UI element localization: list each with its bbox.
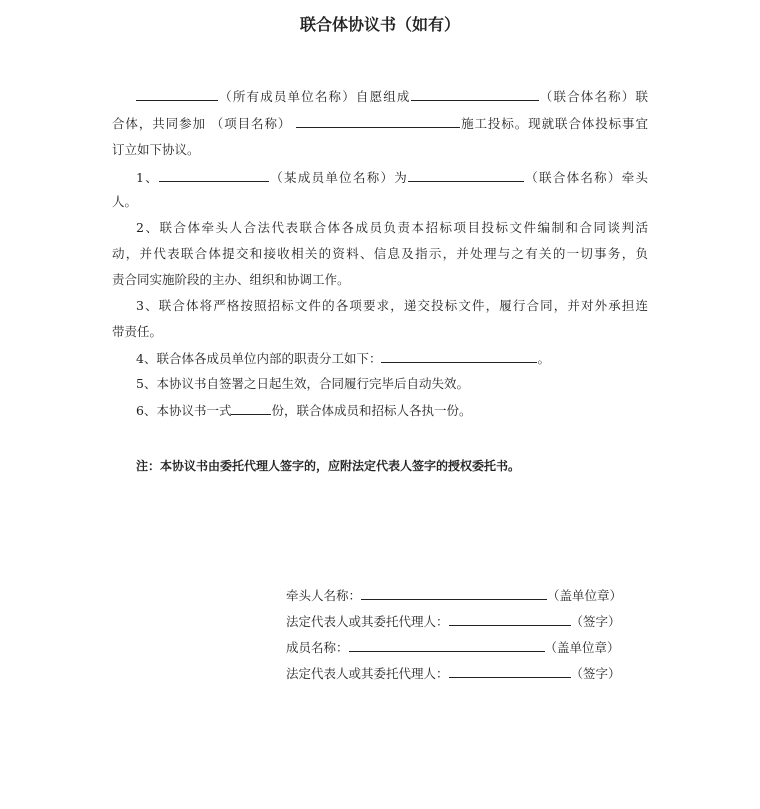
blank-field [361,587,547,600]
paragraph-line: 订立如下协议。 [112,142,200,157]
blank-field [136,88,218,101]
blank-field [296,115,460,128]
text: 份，联合体成员和招标人各执一份。 [271,403,472,418]
blank-field [411,88,539,101]
blank-field [159,169,269,182]
item-1 [136,169,648,186]
text: 施工投标。现就联合体投标事宜 [460,116,648,131]
suffix: （签字） [570,666,621,681]
label: 法定代表人或其委托代理人： [286,666,449,681]
paragraph-line: 动，并代表联合体提交和接收相关的资料、信息及指示，并处理与之有关的一切事务，负 [112,246,648,261]
blank-field [449,613,571,626]
blank-field [349,639,545,652]
signature-line [286,587,622,604]
text: 6、本协议书一式 [136,403,232,418]
text: 1、 [136,170,159,185]
text: 。 [537,351,550,366]
item-2: 2、联合体牵头人合法代表联合体各成员负责本招标项目投标文件编制和合同谈判活 [136,220,648,235]
blank-field [231,402,271,415]
text: （联合体名称）联 [538,89,648,104]
suffix: （签字） [570,614,621,629]
item-5: 5、本协议书自签署之日起生效，合同履行完毕后自动失效。 [136,376,469,391]
text: （某成员单位名称）为 [269,170,409,185]
label: 成员名称： [286,640,349,655]
blank-field [449,665,571,678]
suffix: （盖单位章） [544,640,620,655]
text: 合体，共同参加 （项目名称） [112,116,292,131]
paragraph-line: 带责任。 [112,324,163,339]
signature-line [286,613,621,630]
text: 4、联合体各成员单位内部的职责分工如下： [136,351,382,366]
paragraph-line [112,115,648,132]
label: 法定代表人或其委托代理人： [286,614,449,629]
suffix: （盖单位章） [547,588,623,603]
paragraph-line: 责合同实施阶段的主办、组织和协调工作。 [112,272,350,287]
item-4 [136,350,648,367]
label: 牵头人名称： [286,588,362,603]
signature-line [286,639,620,656]
paragraph-line: 人。 [112,194,138,209]
item-6 [136,402,648,419]
text: （所有成员单位名称）自愿组成 [218,89,411,104]
blank-field [381,350,537,363]
document-title: 联合体协议书（如有） [299,15,460,34]
text: （联合体名称）牵头 [524,170,648,185]
note: 注：本协议书由委托代理人签字的，应附法定代表人签字的授权委托书。 [136,459,521,473]
blank-field [408,169,524,182]
item-3: 3、联合体将严格按照招标文件的各项要求，递交投标文件，履行合同，并对外承担连 [136,298,648,313]
signature-line [286,665,621,682]
paragraph-line [112,88,648,105]
